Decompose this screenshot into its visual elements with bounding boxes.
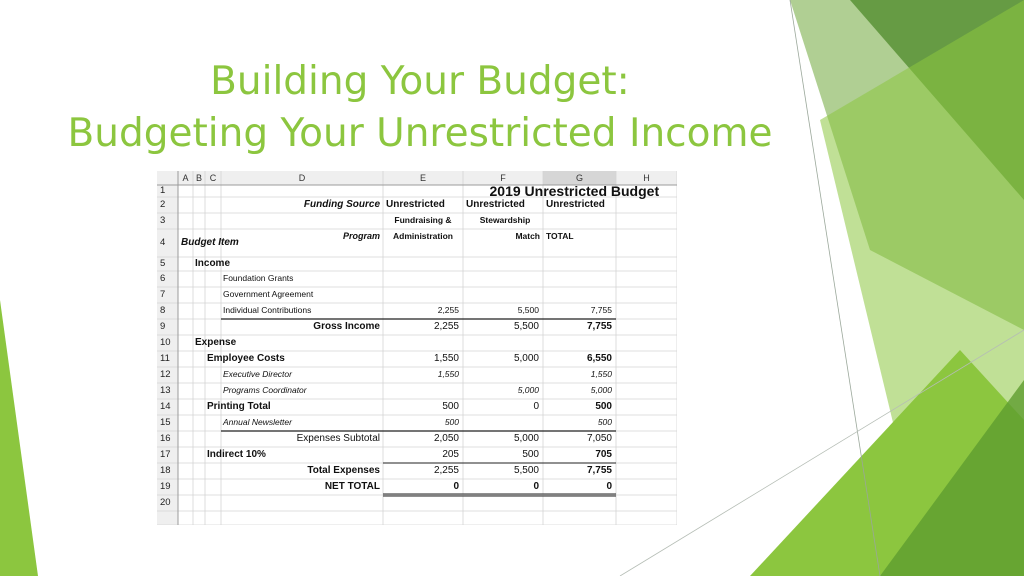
row-label: Individual Contributions [223,305,312,315]
slide-title-line-1: Building Your Budget: [210,59,630,104]
column-header-a: A [182,173,189,183]
value-e: 1,550 [437,369,459,379]
column-header-e: E [419,173,426,183]
row-number: 5 [160,258,166,269]
row-label: Printing Total [207,401,271,412]
row-label: Gross Income [313,321,380,332]
value-g: 5,000 [590,385,612,395]
value-e: 0 [453,481,459,492]
program-name-line2: Match [515,231,540,241]
row-label: Employee Costs [207,353,285,364]
value-g: 500 [595,401,612,412]
value-e: 2,255 [433,465,459,476]
program-label: Program [342,231,380,241]
value-g: 6,550 [586,353,612,364]
program-name-line1: Fundraising & [394,215,452,225]
row-label: Executive Director [223,369,292,379]
row-number: 13 [160,385,171,396]
value-g: 705 [595,449,612,460]
row-number: 19 [160,481,171,492]
row-number: 3 [160,215,166,226]
row-number: 6 [160,273,166,284]
row-number: 18 [160,465,171,476]
value-f: 0 [533,481,539,492]
value-e: 2,255 [437,305,459,315]
row-number: 2 [160,199,166,210]
slide-title-line-2: Budgeting Your Unrestricted Income [67,111,773,156]
program-name-total: TOTAL [546,231,574,241]
row-number: 11 [160,353,170,364]
column-header-c: C [209,173,217,183]
row-label: Foundation Grants [223,273,294,283]
value-f: 500 [522,449,539,460]
value-e: 2,255 [433,321,459,332]
row-number: 14 [160,401,171,412]
value-g: 0 [606,481,612,492]
row-number: 20 [160,497,171,508]
column-header-d: D [298,173,306,183]
column-header-b: B [195,173,202,183]
value-e: 500 [444,417,459,427]
table-title: 2019 Unrestricted Budget [489,183,660,199]
row-number: 15 [160,417,171,428]
value-f: 0 [533,401,539,412]
row-label: Government Agreement [223,289,314,299]
row-number: 17 [160,449,171,460]
value-e: 2,050 [433,433,459,444]
value-f: 5,500 [513,465,539,476]
row-number: 10 [160,337,171,348]
row-number: 16 [160,433,171,444]
row-number: 8 [160,305,166,316]
row-number: 12 [160,369,171,380]
row-label: Income [195,258,231,269]
funding-type: Unrestricted [466,199,525,210]
value-g: 7,050 [586,433,612,444]
row-label: Programs Coordinator [223,385,307,395]
funding-source-label: Funding Source [303,199,380,210]
value-f: 5,000 [513,353,539,364]
value-g: 7,755 [586,465,612,476]
funding-type: Unrestricted [386,199,445,210]
row-label: Indirect 10% [207,449,266,460]
value-f: 5,000 [513,433,539,444]
row-number: 4 [160,237,166,248]
program-name-line1: Stewardship [479,215,531,225]
column-header-f: F [500,173,506,183]
spreadsheet-screenshot [157,171,677,525]
value-f: 5,000 [517,385,539,395]
row-number: 7 [160,289,166,300]
shape-left-bottom [0,300,38,576]
row-label: NET TOTAL [324,481,380,492]
program-name-line2: Administration [393,231,453,241]
value-g: 1,550 [590,369,612,379]
value-e: 205 [442,449,459,460]
column-header-h: H [643,173,650,183]
column-header-g: G [575,173,583,183]
value-f: 5,500 [513,321,539,332]
value-e: 500 [442,401,459,412]
value-g: 500 [597,417,612,427]
value-g: 7,755 [590,305,612,315]
funding-type: Unrestricted [546,199,605,210]
value-g: 7,755 [586,321,612,332]
row-number: 1 [160,185,166,196]
row-label: Annual Newsletter [223,417,292,427]
row-label: Expenses Subtotal [296,433,380,444]
row-number: 9 [160,321,166,332]
value-e: 1,550 [433,353,459,364]
value-f: 5,500 [517,305,539,315]
row-label: Expense [195,337,237,348]
row-label: Total Expenses [307,465,380,476]
budget-item-label: Budget Item [181,237,239,248]
